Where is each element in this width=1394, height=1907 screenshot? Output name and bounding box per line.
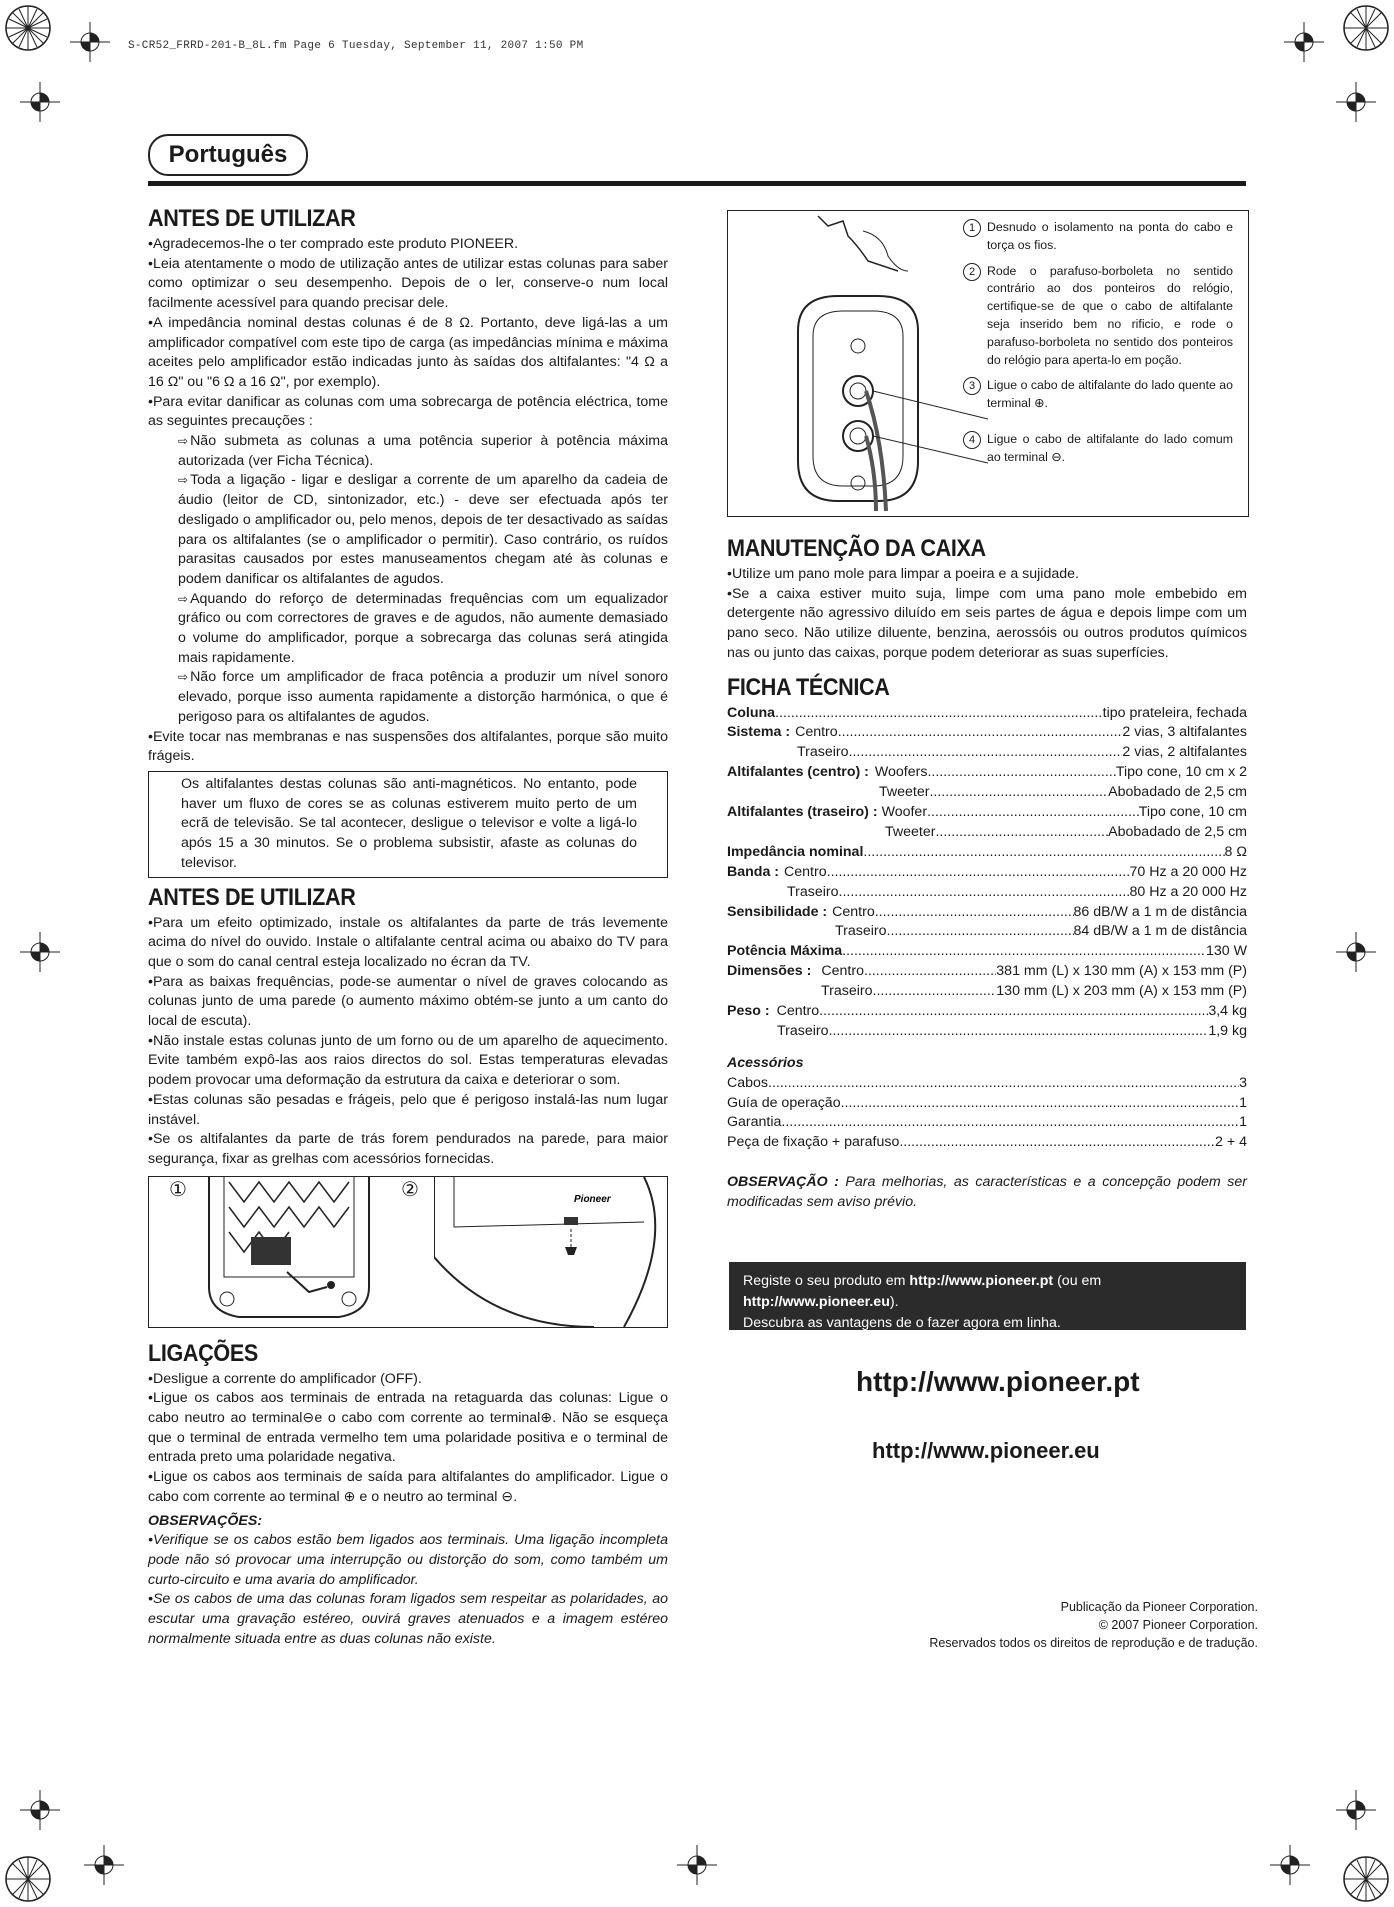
- minus-terminal-icon: ⊖: [302, 1410, 315, 1427]
- registration-mark-tl-icon: [0, 0, 60, 60]
- speaker-front-illustration: [434, 1177, 664, 1327]
- registration-mark-bl-icon: [0, 1847, 60, 1907]
- antes1-bullet-3: • A impedância nominal destas colunas é de 8 Ω. Portanto, deve ligá-las a um amplificador compatível com este tipo de carga (as impedâncias mínima e máxima aceites pelo amplificador estão indicadas junto às saídas dos altifalantes: "4 Ω a 16 Ω" ou "6 Ω a 16 Ω", por exemplo).: [148, 314, 668, 393]
- antes1-bullet-4: • Para evitar danificar as colunas com uma sobrecarga de potência eléctrica, tome as seguintes precauções :: [148, 393, 668, 432]
- crosshair-bottom-center-icon: [677, 1845, 717, 1885]
- acessorios-heading: Acessórios: [727, 1054, 804, 1071]
- antes2-bullet-4: • Estas colunas são pesadas e frágeis, pelo que é perigoso instalá-las num lugar instável.: [148, 1091, 668, 1130]
- step-number: 2: [963, 263, 981, 281]
- ligacoes-bullet-3: • Ligue os cabos aos terminais de saída para altifalantes do amplificador. Ligue o cabo com corrente ao terminal ⊕ e o neutro ao terminal ⊖.: [148, 1468, 668, 1507]
- antes-heading-1: ANTES DE UTILIZAR: [148, 205, 356, 232]
- acessorio-row: Garantia ..... 1: [727, 1113, 1247, 1133]
- observacao-1: • Verifique se os cabos estão bem ligados aos terminais. Uma ligação incompleta pode não só provocar uma interrupção ou distorção do som, como também um curto-circuito e uma avaria do amplificador.: [148, 1531, 668, 1590]
- plus-terminal-icon: ⊕: [540, 1410, 553, 1427]
- acessorio-row: Cabos ..... 3: [727, 1074, 1247, 1094]
- spec-alt-traseiro-woofer: Altifalantes (traseiro) : Woofer ..... Tipo cone, 10 cm: [727, 803, 1247, 823]
- pioneer-figure-logo: Pioneer: [574, 1193, 611, 1205]
- big-url-eu[interactable]: http://www.pioneer.eu: [872, 1438, 1100, 1463]
- antes2-bullet-5: • Se os altifalantes da parte de trás forem pendurados na parede, para maior segurança, fixar as grelhas com acessórios fornecidas.: [148, 1130, 668, 1169]
- connection-steps: [963, 219, 1233, 467]
- figure-label-2: ②: [401, 1178, 419, 1201]
- acessorios-list: [727, 1074, 1247, 1154]
- antes2-bullet-3: • Não instale estas colunas junto de um forno ou de um aparelho de aquecimento. Evite também expô-las aos raios directos do sol. Estas temperaturas elevadas podem provocar uma deformação da estrutura da caixa e deteriorar o som.: [148, 1032, 668, 1091]
- register-link-eu[interactable]: http://www.pioneer.eu: [743, 1294, 890, 1310]
- manutencao-bullet-1: • Utilize um pano mole para limpar a poeira e a sujidade.: [727, 565, 1247, 585]
- step-3: 3 Ligue o cabo de altifalante do lado quente ao terminal ⊕.: [963, 377, 1233, 413]
- arrow-icon: ⇨: [178, 670, 189, 685]
- ligacoes-bullet-1: • Desligue a corrente do amplificador (OFF).: [148, 1370, 668, 1390]
- spec-sens-centro: Sensibilidade : Centro ..... 86 dB/W a 1 m de distância: [727, 903, 1247, 923]
- terminal-plate-illustration: [768, 211, 988, 511]
- crosshair-right-top-icon: [1336, 82, 1376, 122]
- spec-impedancia: Impedância nominal ..... 8 Ω: [727, 843, 1247, 863]
- spec-alt-traseiro-tweeter: Tweeter ..... Abobadado de 2,5 cm: [727, 823, 1247, 843]
- big-url-pt[interactable]: http://www.pioneer.pt: [856, 1366, 1140, 1397]
- spec-coluna: Coluna ..... tipo prateleira, fechada: [727, 704, 1247, 724]
- crosshair-left-bottom-icon: [20, 1790, 60, 1830]
- right-column: [727, 535, 1247, 1213]
- antes2-bullet-1: • Para um efeito optimizado, instale os altifalantes da parte de trás levemente acima do nível do ouvido. Instale o altifalante central acima ou abaixo do TV para que o som do canal central esteja localizado no écran da TV.: [148, 914, 668, 973]
- left-column: [148, 205, 668, 1649]
- plus-terminal-icon: ⊕: [1034, 396, 1045, 411]
- antes1-last-bullet: • Evite tocar nas membranas e nas suspensões dos altifalantes, porque são muito frágeis.: [148, 728, 668, 767]
- crosshair-bottom-left-icon: [84, 1845, 124, 1885]
- spec-alt-centro-woofers: Altifalantes (centro) : Woofers ..... Tipo cone, 10 cm x 2: [727, 763, 1247, 783]
- spec-alt-centro-tweeter: Tweeter ..... Abobadado de 2,5 cm: [727, 783, 1247, 803]
- precaution-3: ⇨ Aquando do reforço de determinadas frequências com um equalizador gráfico ou com correctores de graves e de agudos, não aumente demasiado o volume do amplificador, porque a sobrecarga das colunas será atingida mais rapidamente.: [178, 590, 668, 666]
- crosshair-right-bottom-icon: [1336, 1790, 1376, 1830]
- arrow-icon: ⇨: [178, 434, 189, 449]
- register-product-box: Registe o seu produto em http://www.pioneer.pt (ou em http://www.pioneer.eu). Descubra as vantagens de o fazer agora em linha.: [729, 1262, 1246, 1330]
- acessorio-row: Guía de operação ..... 1: [727, 1094, 1247, 1114]
- ligacoes-bullet-2: • Ligue os cabos aos terminais de entrada na retaguarda das colunas: Ligue o cabo neutro ao terminal⊖e o cabo com corrente ao terminal⊕. Não se esqueça que o terminal de entrada vermelho tem uma polaridade positiva e o terminal de entrada preto uma polaridade negativa.: [148, 1389, 668, 1468]
- grille-mounting-figure: [148, 1176, 668, 1328]
- antes2-bullet-2: • Para as baixas frequências, pode-se aumentar o nível de graves colocando as colunas junto de uma parede (o aumento máximo obtém-se junto a um canto do local de escuta).: [148, 973, 668, 1032]
- crosshair-top-right-icon: [1284, 22, 1324, 62]
- arrow-icon: ⇨: [178, 473, 189, 488]
- spec-peso-centro: Peso : Centro ..... 3,4 kg: [727, 1002, 1247, 1022]
- spec-sistema-traseiro: Traseiro ..... 2 vias, 2 altifalantes: [727, 743, 1247, 763]
- antes1-bullet-1: • Agradecemos-lhe o ter comprado este produto PIONEER.: [148, 235, 668, 255]
- crosshair-left-top-icon: [20, 82, 60, 122]
- manutencao-heading: MANUTENÇÃO DA CAIXA: [727, 535, 986, 562]
- minus-terminal-icon: ⊖: [1051, 449, 1062, 464]
- registration-mark-br-icon: [1336, 1847, 1394, 1907]
- step-4: 4 Ligue o cabo de altifalante do lado comum ao terminal ⊖.: [963, 431, 1233, 467]
- step-2: 2 Rode o parafuso-borboleta no sentido contrário ao dos ponteiros do relógio, certifique-se de que o cabo de altifalante seja inserido bem no rificio, e rode o parafuso-borboleta no sentido dos ponteiros do relógio para aperta-lo em poção.: [963, 263, 1233, 370]
- ficha-heading: FICHA TÉCNICA: [727, 673, 890, 701]
- step-number: 1: [963, 219, 981, 237]
- speaker-back-illustration: [199, 1177, 379, 1327]
- anti-magnetic-note: Os altifalantes destas colunas são anti-magnéticos. No entanto, pode haver um fluxo de cores se as colunas estiverem muito perto de um ecrã de televisão. Se tal acontecer, desligue o televisor e volte a ligá-lo após 15 a 30 minutos. Se o problema subsistir, afaste as colunas do televisor.: [148, 771, 668, 878]
- registration-mark-tr-icon: [1336, 0, 1394, 60]
- observacao-2: • Se os cabos de uma das colunas foram ligados sem respeitar as polaridades, ao escutar uma gravação estéreo, ouvirá graves atenuados e a imagem estéreo normalmente situada entre as duas colunas não existe.: [148, 1590, 668, 1649]
- spec-sens-traseiro: Traseiro ..... 84 dB/W a 1 m de distância: [727, 922, 1247, 942]
- spec-potencia: Potência Máxima ..... 130 W: [727, 942, 1247, 962]
- step-number: 3: [963, 377, 981, 395]
- register-link-pt[interactable]: http://www.pioneer.pt: [909, 1273, 1054, 1289]
- crosshair-left-mid-icon: [20, 932, 60, 972]
- observacoes-heading: OBSERVAÇÕES:: [148, 1512, 263, 1529]
- crosshair-bottom-right-icon: [1270, 1845, 1310, 1885]
- precaution-4: ⇨ Não force um amplificador de fraca potência a produzir um nível sonoro elevado, porque isso aumenta rapidamente a distorção harmónica, o que é perigoso para os altifalantes de agudos.: [178, 669, 668, 725]
- spec-banda-traseiro: Traseiro ..... 80 Hz a 20 000 Hz: [727, 883, 1247, 903]
- step-1: 1 Desnudo o isolamento na ponta do cabo e torça os fios.: [963, 219, 1233, 255]
- manutencao-bullet-2: • Se a caixa estiver muito suja, limpe com uma pano mole embebido em detergente não agressivo diluído em seis partes de água e depois limpe com um pano seco. Não utilize diluente, benzina, aerossóis ou outros produtos químicos nas ou junto das caixas, porque podem deteriorar as suas superfícies.: [727, 585, 1247, 664]
- publisher-info: Publicação da Pioneer Corporation. © 2007 Pioneer Corporation. Reservados todos os direitos de reprodução e de tradução.: [929, 1600, 1258, 1650]
- spec-peso-traseiro: Traseiro ..... 1,9 kg: [727, 1022, 1247, 1042]
- crosshair-right-mid-icon: [1336, 932, 1376, 972]
- header-rule: [148, 181, 1246, 186]
- precaution-2: ⇨ Toda a ligação - ligar e desligar a corrente de um aparelho da cadeia de áudio (leitor de CD, sintonizador, etc.) - deve ser efectuada após ter desligado o amplificador ou, pelo menos, depois de ter desactivado as saídas para os altifalantes (se o amplificador o permitir). Caso contrário, os ruídos parasitas causados por estes manuseamentos chegam até às colunas e podem danificar os altifalantes de agudos.: [178, 472, 668, 587]
- plus-terminal-icon: ⊕: [343, 1488, 356, 1505]
- spec-table: [727, 704, 1247, 1042]
- connection-figure: [727, 210, 1249, 517]
- spec-banda-centro: Banda : Centro ..... 70 Hz a 20 000 Hz: [727, 863, 1247, 883]
- precaution-1: ⇨ Não submeta as colunas a uma potência superior à potência máxima autorizada (ver Ficha Técnica).: [178, 433, 668, 469]
- ligacoes-heading: LIGAÇÕES: [148, 1339, 258, 1367]
- language-tab: Português: [148, 134, 308, 176]
- spec-sistema-centro: Sistema : Centro ..... 2 vias, 3 altifalantes: [727, 723, 1247, 743]
- antes-heading-2: ANTES DE UTILIZAR: [148, 883, 356, 911]
- antes1-bullet-2: • Leia atentamente o modo de utilização antes de utilizar estas colunas para saber como optimizar o seu desempenho. Depois de o ler, conserve-o num local facilmente acessível para quando precisar dele.: [148, 255, 668, 314]
- minus-terminal-icon: ⊖: [501, 1488, 514, 1505]
- acessorio-row: Peça de fixação + parafuso ..... 2 + 4: [727, 1133, 1247, 1153]
- print-header: S-CR52_FRRD-201-B_8L.fm Page 6 Tuesday, September 11, 2007 1:50 PM: [128, 40, 584, 52]
- spec-dim-centro: Dimensões : Centro ..... 381 mm (L) x 130 mm (A) x 153 mm (P): [727, 962, 1247, 982]
- crosshair-top-left-icon: [70, 22, 110, 62]
- spec-observacao: OBSERVAÇÃO : Para melhorias, as características e a concepção podem ser modificadas sem aviso prévio.: [727, 1174, 1247, 1210]
- step-number: 4: [963, 431, 981, 449]
- figure-label-1: ①: [169, 1178, 187, 1201]
- spec-dim-traseiro: Traseiro ..... 130 mm (L) x 203 mm (A) x 153 mm (P): [727, 982, 1247, 1002]
- arrow-icon: ⇨: [178, 591, 189, 606]
